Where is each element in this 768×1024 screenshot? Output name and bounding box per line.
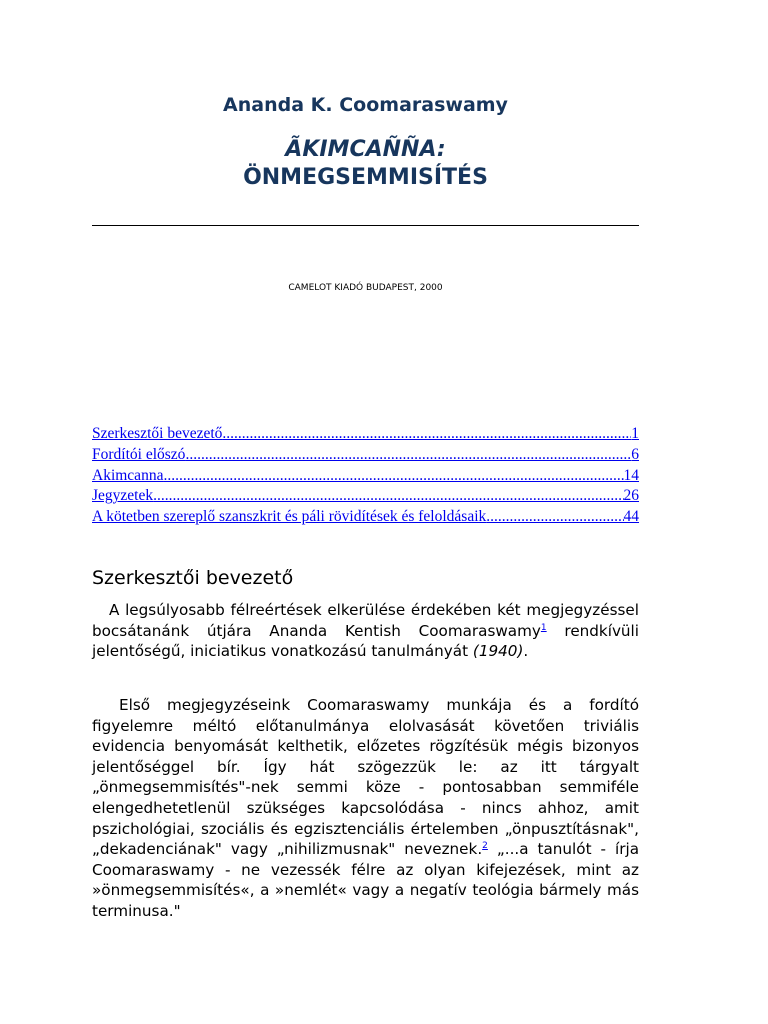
toc-page-number: 44 [623,508,639,526]
title-hungarian: ÖNMEGSEMMISÍTÉS [243,165,488,190]
toc-page-number: 14 [623,466,639,484]
paragraph-text: . [523,642,529,661]
paragraph-2 [92,695,639,922]
table-of-contents [92,424,639,528]
author-name: Ananda K. Coomaraswamy [223,94,508,116]
paragraph-1 [92,600,639,662]
year-italic: (1940) [472,642,524,661]
paragraph-text: rendkívüli jelentőségű, iniciatikus vonatkozású tanulmányát [92,621,639,661]
publisher-line: CAMELOT KIADÓ BUDAPEST, 2000 [288,283,443,293]
paragraph-text: Első megjegyzéseink Coomaraswamy munkája és a fordító figyelemre méltó előtanulmánya elolvasását követően triviális evidencia benyomását kelthetik, előzetes rögzítésük mégis bizonyos jelentőséggel bír. Így hát szögezzük le: az itt tárgyalt „önmegsemmisítés"-nek semmi köze - pontosabban semmiféle elengedhetetlenül szükséges kapcsolódása - nincs ahhoz, amit pszichológiai, szociális és egzisztenciális értelemben „önpusztításnak", „dekadenciának" vagy „nihilizmusnak" neveznek. [92,696,639,859]
footnote-link-2[interactable]: 2 [482,841,488,852]
footnote-link-1[interactable]: 1 [540,622,547,633]
toc-label: Akimcanna [92,466,164,484]
toc-label: Jegyzetek [92,487,154,505]
toc-link-forditoi-eloszo[interactable] [92,445,639,466]
toc-leader-dots [185,445,631,466]
toc-link-jegyzetek[interactable] [92,486,639,507]
toc-link-szerkesztoi-bevezeto[interactable] [92,424,639,445]
toc-label: Fordítói előszó [92,445,186,463]
horizontal-rule [92,225,639,226]
toc-link-akimcanna[interactable] [92,466,639,487]
toc-label: Szerkesztői bevezető [92,425,223,442]
toc-leader-dots [222,424,631,445]
section-heading: Szerkesztői bevezető [92,567,294,589]
paragraph-text: A legsúlyosabb félreértések elkerülése érdekében két megjegyzéssel bocsátanánk útjára Ananda Kentish Coomaraswamy [92,601,639,640]
paragraph-text: „...a tanulót - írja Coomaraswamy - ne vezessék félre az olyan kifejezések, mint az »önmegsemmisítés«, a »nemlét« vagy a negatív teológia bármely más terminusa." [92,840,639,920]
toc-leader-dots [486,507,623,528]
toc-label: A kötetben szereplő szanszkrit és páli rövidítések és feloldásaik [92,508,487,526]
toc-page-number: 6 [631,445,639,463]
toc-link-roviditesek[interactable] [92,507,639,528]
toc-page-number: 1 [631,425,639,442]
title-sanskrit: ÃKIMCAÑÑA: [285,137,446,162]
toc-leader-dots [163,466,623,487]
toc-leader-dots [153,486,623,507]
toc-page-number: 26 [623,487,639,505]
